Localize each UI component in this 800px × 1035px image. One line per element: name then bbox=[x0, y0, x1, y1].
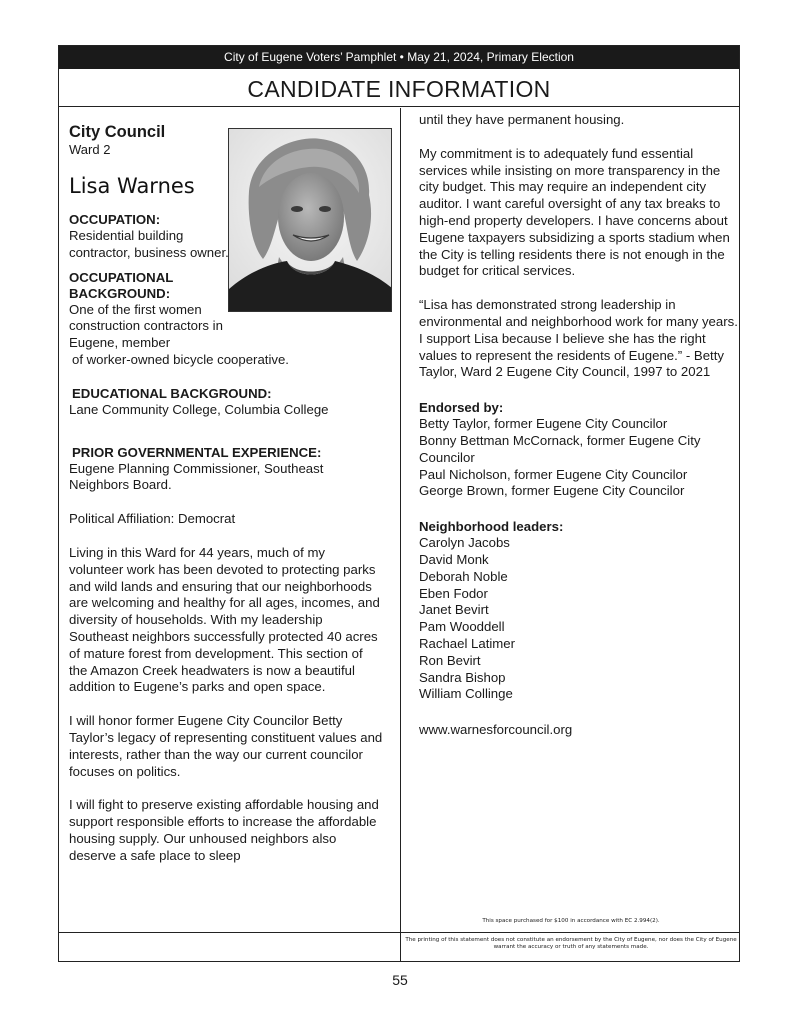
disclaimer-notice: The printing of this statement does not constitute an endorsement by the City of Eugene, nor does the City of Eugene warrant the accuracy or truth of any statements made. bbox=[405, 937, 737, 950]
neighborhood-leaders-list bbox=[419, 535, 739, 703]
leader-item: Eben Fodor bbox=[419, 585, 488, 601]
spacer bbox=[69, 780, 393, 797]
education-heading: EDUCATIONAL BACKGROUND: bbox=[72, 385, 272, 401]
spacer bbox=[69, 528, 393, 545]
statement-paragraph-3: I will fight to preserve existing affordable housing and support responsible efforts to increase the affordable housing supply. Our unhoused neighbors also deserve a safe place to sleep bbox=[69, 797, 379, 863]
leader-item: Sandra Bishop bbox=[419, 669, 506, 685]
spacer bbox=[419, 381, 739, 400]
leader-item: William Collinge bbox=[419, 686, 513, 702]
governmental-experience-heading: PRIOR GOVERNMENTAL EXPERIENCE: bbox=[72, 444, 322, 460]
leader-item: Carolyn Jacobs bbox=[419, 535, 510, 551]
purchase-notice: This space purchased for $100 in accordance with EC 2.994(2). bbox=[482, 918, 660, 924]
statement-paragraph-2: I will honor former Eugene City Councilor Betty Taylor’s legacy of representing constituent values and interests, rather than the way our current councilor focuses on politics. bbox=[69, 713, 383, 779]
endorsement-quote: “Lisa has demonstrated strong leadership in environmental and neighborhood work for many years. I support Lisa because I believe she has the right values to represent the residents of Eugene.” - Betty Taylor, Ward 2 Eugene City Council, 1997 to 2021 bbox=[419, 297, 738, 380]
endorser-item: George Brown, former Eugene City Councilor bbox=[419, 483, 685, 499]
leader-item: Deborah Noble bbox=[419, 568, 508, 584]
spacer bbox=[69, 262, 393, 270]
occupational-background-text-cont: of worker-owned bicycle cooperative. bbox=[72, 351, 289, 367]
candidate-name: Lisa Warnes bbox=[69, 174, 195, 198]
leader-item: Pam Wooddell bbox=[419, 619, 505, 635]
column-divider bbox=[400, 108, 401, 962]
campaign-website: www.warnesforcouncil.org bbox=[419, 722, 573, 738]
endorser-item: Paul Nicholson, former Eugene City Councilor bbox=[419, 466, 688, 482]
spacer bbox=[419, 280, 739, 297]
endorser-item: Betty Taylor, former Eugene City Councilor bbox=[419, 416, 668, 432]
political-affiliation: Political Affiliation: Democrat bbox=[69, 511, 236, 527]
leader-item: Janet Bevirt bbox=[419, 602, 489, 618]
occupational-background-text: One of the first women construction contractors in Eugene, member bbox=[69, 301, 223, 351]
education-text: Lane Community College, Columbia College bbox=[69, 401, 329, 417]
occupation-heading: OCCUPATION: bbox=[69, 212, 161, 227]
statement-paragraph-1: Living in this Ward for 44 years, much of my volunteer work has been devoted to protecting parks and wild lands and ensuring that our neighborhoods are welcoming and healthy for all ages, incomes, and diversity of households. With my leadership Southeast neighbors successfully protected 40 acres of mature forest from development. This section of the Amazon Creek headwaters is now a beautiful addition to Eugene’s parks and open space. bbox=[69, 544, 380, 695]
neighborhood-leaders-heading: Neighborhood leaders: bbox=[419, 519, 564, 535]
statement-paragraph-3-continued: until they have permanent housing. bbox=[419, 112, 625, 127]
ward-label: Ward 2 bbox=[69, 142, 111, 157]
page-number: 55 bbox=[392, 972, 408, 988]
leader-item: Ron Bevirt bbox=[419, 652, 481, 668]
statement-paragraph-4: My commitment is to adequately fund essential services while insisting on more transparency in the city budget. This may require an independent city auditor. I want careful oversight of any tax breaks to high-end property developers. I have concerns about Eugene taxpayers subsidizing a sports stadium when the City is telling residents there is not enough in the budget for critical services. bbox=[419, 145, 730, 279]
page-title: CANDIDATE INFORMATION bbox=[59, 69, 739, 107]
spacer bbox=[419, 129, 739, 146]
spacer bbox=[419, 703, 739, 722]
pamphlet-banner: City of Eugene Voters’ Pamphlet • May 21, 2024, Primary Election bbox=[59, 46, 739, 69]
pamphlet-page bbox=[58, 45, 740, 962]
spacer bbox=[69, 494, 393, 511]
spacer bbox=[69, 419, 393, 445]
footer-divider bbox=[59, 932, 739, 933]
right-column bbox=[419, 112, 739, 739]
spacer bbox=[419, 500, 739, 519]
endorsements-heading: Endorsed by: bbox=[419, 400, 504, 416]
endorser-item: Bonny Bettman McCornack, former Eugene City Councilor bbox=[419, 432, 701, 465]
leader-item: David Monk bbox=[419, 551, 489, 567]
spacer bbox=[69, 696, 393, 713]
leader-item: Rachael Latimer bbox=[419, 635, 516, 651]
spacer bbox=[69, 369, 393, 386]
governmental-experience-text: Eugene Planning Commissioner, Southeast Neighbors Board. bbox=[69, 460, 324, 493]
left-column bbox=[69, 112, 393, 865]
office-title: City Council bbox=[69, 123, 166, 141]
occupation-text: Residential building contractor, business owner. bbox=[69, 228, 229, 260]
occupational-background-heading: OCCUPATIONAL BACKGROUND: bbox=[69, 269, 174, 301]
endorsements-list bbox=[419, 416, 739, 500]
